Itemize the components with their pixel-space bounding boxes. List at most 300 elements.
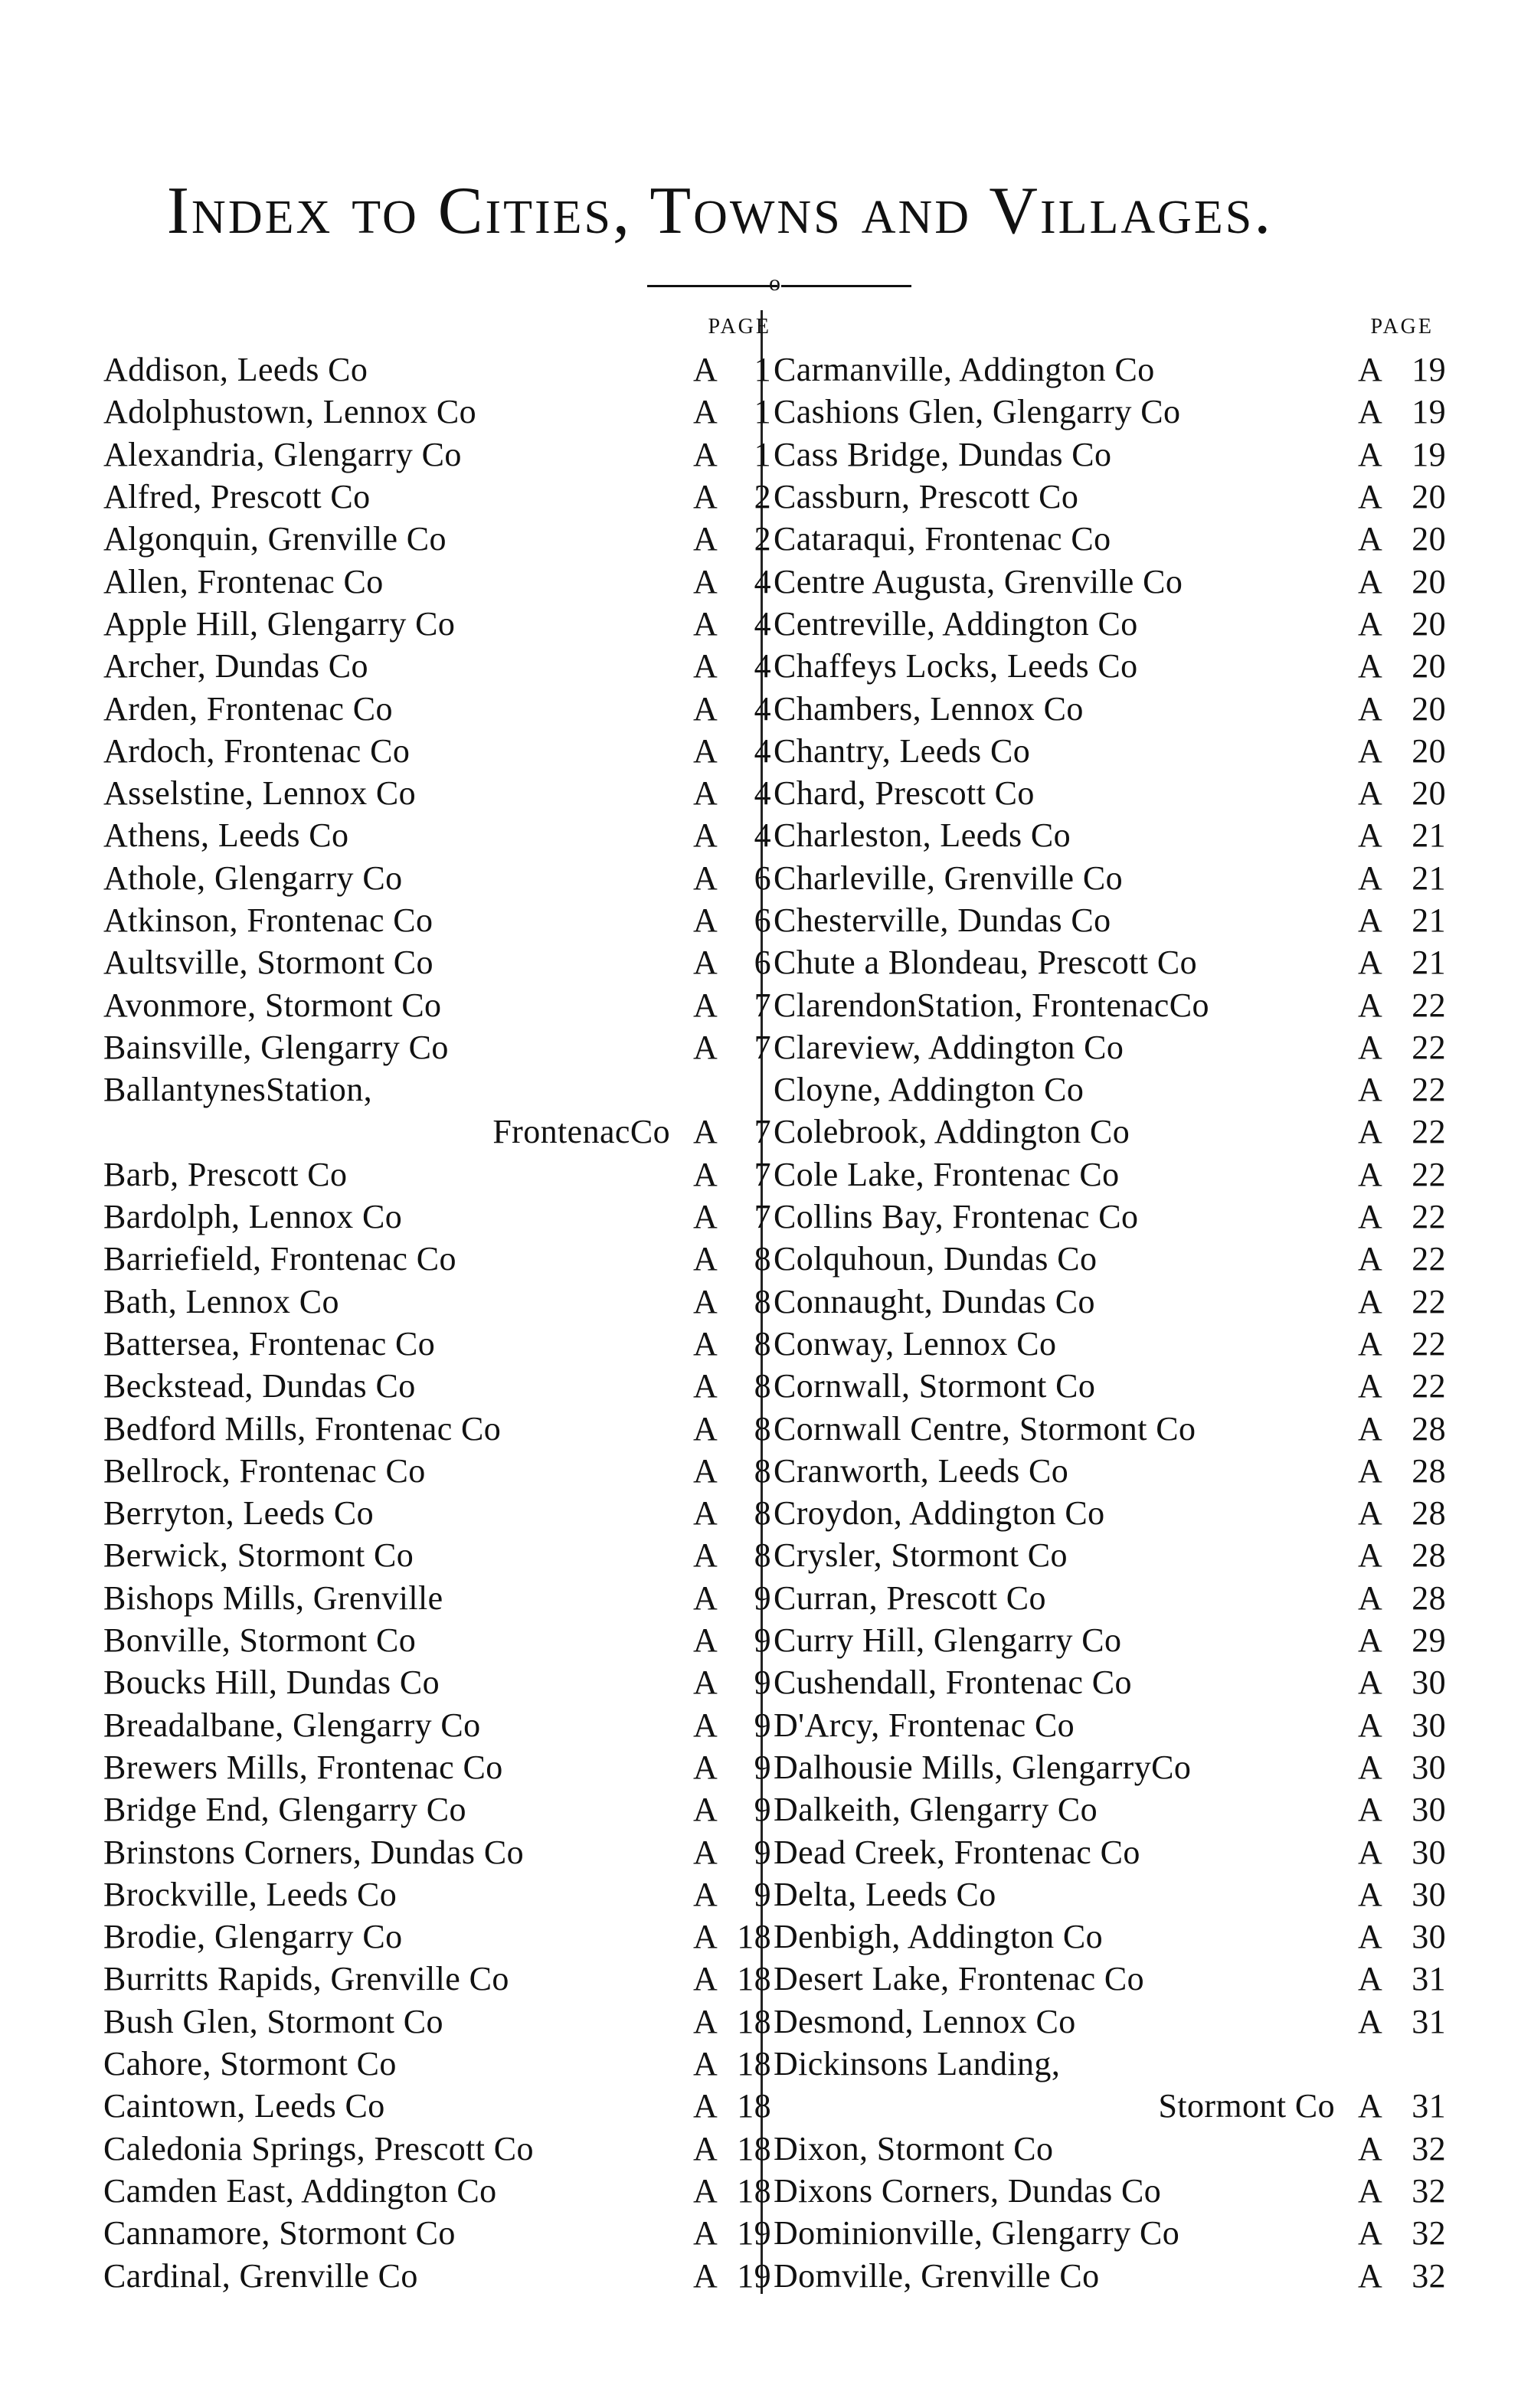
index-entry (774, 1577, 1455, 1619)
page-number: 22 (1412, 1028, 1446, 1066)
place-name: Desmond, Lennox Co (774, 2002, 1076, 2040)
section-letter: A (1358, 1071, 1383, 1109)
section-letter: A (1358, 2214, 1383, 2253)
section-letter: A (1358, 1748, 1383, 1786)
index-entry (103, 1619, 777, 1661)
index-entry (774, 603, 1455, 645)
place-name: Brinstons Corners, Dundas Co (103, 1833, 524, 1871)
index-entry (774, 1196, 1455, 1238)
place-name: Dalhousie Mills, GlengarryCo (774, 1748, 1192, 1786)
index-entry (103, 348, 777, 391)
section-letter: A (693, 1155, 718, 1193)
section-letter: A (693, 2214, 718, 2253)
page-number: 18 (737, 1918, 771, 1956)
page-number: 30 (1412, 1664, 1446, 1702)
index-column-left (103, 310, 777, 2297)
place-name: Brockville, Leeds Co (103, 1875, 397, 1913)
index-entry (774, 772, 1455, 814)
index-entry (774, 983, 1455, 1026)
section-letter: A (1358, 351, 1383, 389)
page-number: 2 (754, 478, 771, 516)
page-number: 22 (1412, 1198, 1446, 1236)
place-name: Apple Hill, Glengarry Co (103, 604, 456, 643)
index-entry (103, 1323, 777, 1365)
index-entry (774, 1281, 1455, 1323)
page-number: 9 (754, 1621, 771, 1660)
index-entries-right (774, 348, 1455, 2297)
page-number: 18 (737, 2129, 771, 2168)
place-name: Battersea, Frontenac Co (103, 1324, 436, 1363)
page-column-header: PAGE (1370, 315, 1434, 339)
place-name: Chute a Blondeau, Prescott Co (774, 944, 1197, 982)
place-name: Arden, Frontenac Co (103, 689, 393, 728)
index-entry (774, 1704, 1455, 1746)
index-entry (774, 434, 1455, 476)
section-letter: A (693, 1875, 718, 1913)
page-number: 7 (754, 1113, 771, 1151)
place-name: Conway, Lennox Co (774, 1324, 1057, 1363)
page-number: 19 (1412, 393, 1446, 431)
page-number: 21 (1412, 944, 1446, 982)
page-number: 22 (1412, 1282, 1446, 1320)
section-letter: A (1358, 2171, 1383, 2210)
page-number: 28 (1412, 1579, 1446, 1617)
section-letter: A (1358, 1198, 1383, 1236)
place-name: Charleville, Grenville Co (774, 859, 1123, 897)
index-entry (774, 560, 1455, 602)
place-name: Caintown, Leeds Co (103, 2087, 385, 2125)
section-letter: A (1358, 1282, 1383, 1320)
place-name: Collins Bay, Frontenac Co (774, 1198, 1139, 1236)
section-letter: A (1358, 2256, 1383, 2295)
place-name: Boucks Hill, Dundas Co (103, 1664, 440, 1702)
place-name: Barb, Prescott Co (103, 1155, 348, 1193)
index-entry (103, 1831, 777, 1873)
place-name: Ardoch, Frontenac Co (103, 731, 411, 770)
page-number: 18 (737, 2171, 771, 2210)
page-column-header: PAGE (708, 315, 771, 339)
page-number: 20 (1412, 520, 1446, 558)
place-name: Cornwall, Stormont Co (774, 1367, 1096, 1405)
place-name: Cole Lake, Frontenac Co (774, 1155, 1120, 1193)
page-number: 7 (754, 1028, 771, 1066)
place-name: Charleston, Leeds Co (774, 816, 1071, 855)
section-letter: A (693, 816, 718, 855)
index-entry (774, 1746, 1455, 1788)
section-letter: A (693, 1409, 718, 1448)
place-name: Athens, Leeds Co (103, 816, 349, 855)
page-number: 18 (737, 1960, 771, 1998)
place-name: Aultsville, Stormont Co (103, 944, 433, 982)
index-entry (103, 1153, 777, 1196)
index-entry (774, 2212, 1455, 2254)
place-name: Croydon, Addington Co (774, 1494, 1105, 1533)
section-letter: A (693, 1621, 718, 1660)
page-number: 20 (1412, 731, 1446, 770)
index-entry (103, 1958, 777, 2000)
section-letter: A (693, 478, 718, 516)
section-letter: A (693, 1579, 718, 1617)
index-entry (774, 899, 1455, 941)
place-name: Camden East, Addington Co (103, 2171, 497, 2210)
section-letter: A (1358, 604, 1383, 643)
page-number: 8 (754, 1324, 771, 1363)
index-entry (774, 1323, 1455, 1365)
place-name: Dalkeith, Glengarry Co (774, 1791, 1098, 1829)
section-letter: A (693, 1664, 718, 1702)
section-letter: A (693, 1494, 718, 1533)
index-entry (774, 1873, 1455, 1916)
page-number: 22 (1412, 1113, 1446, 1151)
index-entry (774, 1407, 1455, 1449)
index-entry (774, 2043, 1455, 2085)
place-name: Cashions Glen, Glengarry Co (774, 393, 1181, 431)
place-name: Bridge End, Glengarry Co (103, 1791, 466, 1829)
page-number: 20 (1412, 647, 1446, 685)
page-number: 30 (1412, 1833, 1446, 1871)
place-name: BallantynesStation, (103, 1071, 373, 1109)
index-entry (774, 1026, 1455, 1068)
page-number: 22 (1412, 1240, 1446, 1278)
index-entry (774, 1916, 1455, 1958)
section-letter: A (693, 2002, 718, 2040)
section-letter: A (1358, 2002, 1383, 2040)
section-letter: A (1358, 689, 1383, 728)
place-name: Berryton, Leeds Co (103, 1494, 375, 1533)
index-entry (774, 2254, 1455, 2296)
index-entry (774, 814, 1455, 856)
page-number: 32 (1412, 2171, 1446, 2210)
section-letter: A (693, 774, 718, 813)
section-letter: A (1358, 731, 1383, 770)
page-number: 22 (1412, 1324, 1446, 1363)
place-name: Bush Glen, Stormont Co (103, 2002, 443, 2040)
page-number: 7 (754, 1155, 771, 1193)
page-number: 8 (754, 1367, 771, 1405)
index-entry (774, 348, 1455, 391)
index-entry (103, 730, 777, 772)
page-number: 1 (754, 393, 771, 431)
index-entry (103, 1407, 777, 1449)
section-letter: A (693, 351, 718, 389)
index-entry (774, 518, 1455, 560)
page-number: 20 (1412, 604, 1446, 643)
page-number: 22 (1412, 1367, 1446, 1405)
index-entry (103, 983, 777, 1026)
page-number: 6 (754, 901, 771, 939)
page-number: 19 (1412, 435, 1446, 473)
page-number: 2 (754, 520, 771, 558)
section-letter: A (1358, 1367, 1383, 1405)
place-name: Dixons Corners, Dundas Co (774, 2171, 1162, 2210)
page-number: 9 (754, 1664, 771, 1702)
title-ornament: o (769, 270, 780, 296)
page-number: 30 (1412, 1706, 1446, 1744)
section-letter: A (1358, 1579, 1383, 1617)
page-number: 31 (1412, 2002, 1446, 2040)
section-letter: A (693, 1113, 718, 1151)
place-name: Stormont Co (1158, 2087, 1335, 2125)
index-entry (103, 1238, 777, 1280)
place-name: FrontenacCo (492, 1113, 670, 1151)
section-letter: A (1358, 1324, 1383, 1363)
place-name: Crysler, Stormont Co (774, 1536, 1068, 1575)
section-letter: A (1358, 901, 1383, 939)
place-name: Chard, Prescott Co (774, 774, 1035, 813)
section-letter: A (1358, 1791, 1383, 1829)
page-number: 21 (1412, 901, 1446, 939)
index-entry (103, 941, 777, 983)
section-letter: A (1358, 435, 1383, 473)
section-letter: A (693, 1791, 718, 1829)
place-name: Algonquin, Grenville Co (103, 520, 447, 558)
page-number: 7 (754, 1198, 771, 1236)
section-letter: A (693, 435, 718, 473)
section-letter: A (1358, 1536, 1383, 1575)
place-name: Chambers, Lennox Co (774, 689, 1084, 728)
section-letter: A (1358, 816, 1383, 855)
place-name: Bardolph, Lennox Co (103, 1198, 403, 1236)
page-number: 18 (737, 2002, 771, 2040)
page-number: 21 (1412, 816, 1446, 855)
section-letter: A (693, 2129, 718, 2168)
place-name: Caledonia Springs, Prescott Co (103, 2129, 534, 2168)
index-entry (774, 476, 1455, 518)
place-name: Alfred, Prescott Co (103, 478, 371, 516)
index-entry (103, 687, 777, 729)
place-name: Cornwall Centre, Stormont Co (774, 1409, 1196, 1448)
section-letter: A (1358, 1155, 1383, 1193)
page-number: 32 (1412, 2214, 1446, 2253)
section-letter: A (693, 1240, 718, 1278)
index-entry (103, 1196, 777, 1238)
section-letter: A (693, 2087, 718, 2125)
place-name: Atkinson, Frontenac Co (103, 901, 433, 939)
page-number: 1 (754, 435, 771, 473)
section-letter: A (1358, 1028, 1383, 1066)
index-entry (103, 434, 777, 476)
section-letter: A (693, 1367, 718, 1405)
index-entry (774, 2001, 1455, 2043)
section-letter: A (693, 647, 718, 685)
section-letter: A (693, 1918, 718, 1956)
section-letter: A (693, 1960, 718, 1998)
section-letter: A (1358, 1113, 1383, 1151)
place-name: Cardinal, Grenville Co (103, 2256, 418, 2295)
place-name: Connaught, Dundas Co (774, 1282, 1095, 1320)
page-number: 6 (754, 859, 771, 897)
page-number: 30 (1412, 1918, 1446, 1956)
page-number: 9 (754, 1748, 771, 1786)
page-number: 4 (754, 647, 771, 685)
section-letter: A (693, 1536, 718, 1575)
place-name: Clareview, Addington Co (774, 1028, 1124, 1066)
index-entry (103, 2043, 777, 2085)
index-entry (774, 1450, 1455, 1492)
section-letter: A (1358, 520, 1383, 558)
page-number: 22 (1412, 1155, 1446, 1193)
page-number: 20 (1412, 478, 1446, 516)
page-number: 19 (1412, 351, 1446, 389)
index-entry (774, 1153, 1455, 1196)
place-name: Archer, Dundas Co (103, 647, 368, 685)
section-letter: A (1358, 774, 1383, 813)
index-entry (103, 1534, 777, 1576)
page-number: 8 (754, 1536, 771, 1575)
place-name: Colquhoun, Dundas Co (774, 1240, 1098, 1278)
section-letter: A (1358, 1451, 1383, 1490)
index-entry (103, 2001, 777, 2043)
place-name: Domville, Grenville Co (774, 2256, 1100, 2295)
place-name: Chaffeys Locks, Leeds Co (774, 647, 1138, 685)
section-letter: A (1358, 1833, 1383, 1871)
index-entry (774, 730, 1455, 772)
place-name: Delta, Leeds Co (774, 1875, 996, 1913)
index-entry (774, 1619, 1455, 1661)
section-letter: A (693, 731, 718, 770)
section-letter: A (1358, 1960, 1383, 1998)
section-letter: A (1358, 2129, 1383, 2168)
page-number: 28 (1412, 1536, 1446, 1575)
index-entry (103, 899, 777, 941)
place-name: Brodie, Glengarry Co (103, 1918, 403, 1956)
place-name: Curry Hill, Glengarry Co (774, 1621, 1122, 1660)
page-number: 30 (1412, 1875, 1446, 1913)
place-name: Centre Augusta, Grenville Co (774, 562, 1183, 600)
index-entries-left (103, 348, 777, 2297)
index-column-right (774, 310, 1455, 2297)
section-letter: A (693, 604, 718, 643)
section-letter: A (693, 1282, 718, 1320)
section-letter: A (693, 2171, 718, 2210)
index-entry (774, 1958, 1455, 2000)
place-name: Dominionville, Glengarry Co (774, 2214, 1180, 2253)
place-name: Cahore, Stormont Co (103, 2045, 397, 2083)
page-number: 22 (1412, 1071, 1446, 1109)
index-entry (103, 1068, 777, 1111)
place-name: Cushendall, Frontenac Co (774, 1664, 1132, 1702)
page-number: 30 (1412, 1748, 1446, 1786)
index-entry (774, 1831, 1455, 1873)
place-name: Adolphustown, Lennox Co (103, 393, 477, 431)
page-number: 9 (754, 1579, 771, 1617)
index-entry (774, 1111, 1455, 1153)
page-number: 9 (754, 1791, 771, 1829)
page-number: 30 (1412, 1791, 1446, 1829)
section-letter: A (693, 1324, 718, 1363)
index-entry (103, 2212, 777, 2254)
place-name: Cass Bridge, Dundas Co (774, 435, 1112, 473)
title-rule-left (647, 285, 777, 287)
page-number: 9 (754, 1833, 771, 1871)
page-number: 8 (754, 1494, 771, 1533)
page-number: 22 (1412, 986, 1446, 1024)
page-title: Index to Cities, Towns and Villages. (166, 174, 1274, 248)
section-letter: A (1358, 1240, 1383, 1278)
page-number: 7 (754, 986, 771, 1024)
place-name: Breadalbane, Glengarry Co (103, 1706, 481, 1744)
section-letter: A (693, 986, 718, 1024)
index-entry (774, 1365, 1455, 1407)
place-name: Curran, Prescott Co (774, 1579, 1046, 1617)
index-entry (774, 1661, 1455, 1703)
place-name: Dead Creek, Frontenac Co (774, 1833, 1140, 1871)
page-number: 28 (1412, 1494, 1446, 1533)
index-entry (103, 560, 777, 602)
page-number: 4 (754, 604, 771, 643)
index-entry (774, 645, 1455, 687)
section-letter: A (1358, 1706, 1383, 1744)
index-entry (103, 2127, 777, 2169)
section-letter: A (1358, 1409, 1383, 1448)
index-entry (774, 1068, 1455, 1111)
place-name: Cloyne, Addington Co (774, 1071, 1084, 1109)
place-name: Burritts Rapids, Grenville Co (103, 1960, 509, 1998)
place-name: Chantry, Leeds Co (774, 731, 1031, 770)
place-name: Addison, Leeds Co (103, 351, 368, 389)
index-entry (774, 1238, 1455, 1280)
place-name: Beckstead, Dundas Co (103, 1367, 416, 1405)
index-entry (774, 2170, 1455, 2212)
section-letter: A (693, 393, 718, 431)
place-name: Cranworth, Leeds Co (774, 1451, 1069, 1490)
place-name: D'Arcy, Frontenac Co (774, 1706, 1075, 1744)
page-number: 20 (1412, 774, 1446, 813)
page-number: 29 (1412, 1621, 1446, 1660)
place-name: Denbigh, Addington Co (774, 1918, 1104, 1956)
title-rule-right (781, 285, 911, 287)
place-name: Allen, Frontenac Co (103, 562, 384, 600)
section-letter: A (1358, 1494, 1383, 1533)
page-number: 18 (737, 2045, 771, 2083)
index-entry (103, 1026, 777, 1068)
section-letter: A (1358, 393, 1383, 431)
page-number: 20 (1412, 689, 1446, 728)
page-number: 19 (737, 2214, 771, 2253)
page-number: 28 (1412, 1409, 1446, 1448)
page-number: 31 (1412, 1960, 1446, 1998)
index-entry (103, 2085, 777, 2127)
index-entry (103, 1704, 777, 1746)
index-entry (103, 2170, 777, 2212)
index-entry (103, 1577, 777, 1619)
page-number: 21 (1412, 859, 1446, 897)
page-number: 20 (1412, 562, 1446, 600)
page-number: 28 (1412, 1451, 1446, 1490)
place-name: ClarendonStation, FrontenacCo (774, 986, 1209, 1024)
section-letter: A (693, 1706, 718, 1744)
index-entry (774, 2085, 1455, 2127)
place-name: Bedford Mills, Frontenac Co (103, 1409, 502, 1448)
index-entry (774, 941, 1455, 983)
place-name: Bellrock, Frontenac Co (103, 1451, 426, 1490)
index-entry (774, 1492, 1455, 1534)
section-letter: A (1358, 986, 1383, 1024)
section-letter: A (693, 562, 718, 600)
place-name: Berwick, Stormont Co (103, 1536, 414, 1575)
index-entry (103, 645, 777, 687)
index-entry (103, 772, 777, 814)
place-name: Athole, Glengarry Co (103, 859, 403, 897)
section-letter: A (693, 1198, 718, 1236)
index-entry (103, 1111, 777, 1153)
section-letter: A (693, 1451, 718, 1490)
index-entry (774, 1788, 1455, 1831)
section-letter: A (1358, 944, 1383, 982)
index-entry (103, 1450, 777, 1492)
place-name: Bishops Mills, Grenville (103, 1579, 443, 1617)
index-entry (103, 857, 777, 899)
